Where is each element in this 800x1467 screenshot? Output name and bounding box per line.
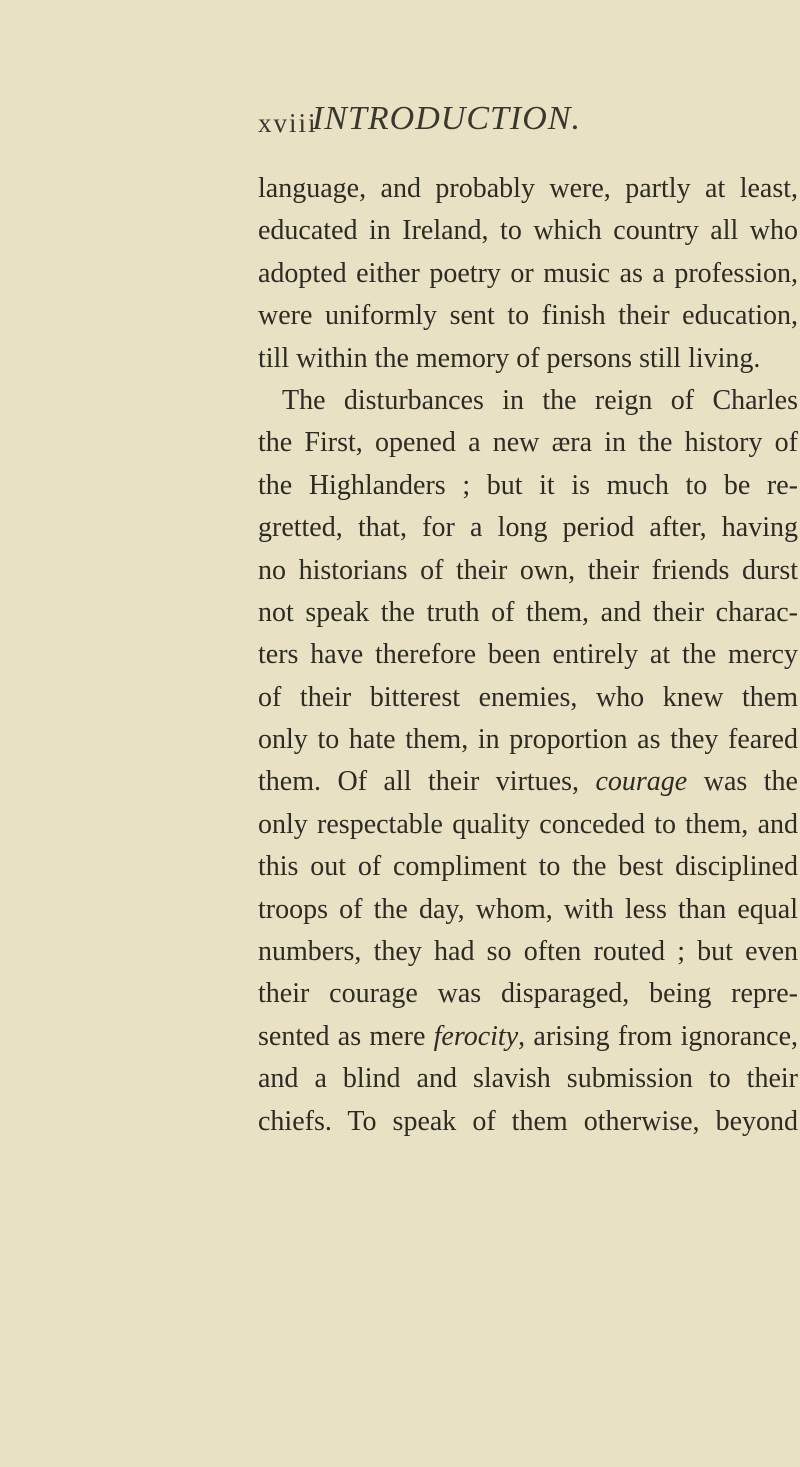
text-line: the First, opened a new æra in the history of: [258, 427, 798, 459]
text-line: language, and probably were, partly at least,: [258, 173, 798, 204]
text-line: adopted either poetry or music as a profession,: [258, 257, 798, 289]
text-line: gretted, that, for a long period after, having: [258, 512, 798, 544]
text-segment: was the: [687, 766, 798, 798]
running-head: [0, 96, 800, 140]
text-line: only to hate them, in proportion as they feared: [258, 724, 798, 756]
text-line: were uniformly sent to finish their education,: [258, 300, 798, 332]
text-line: their courage was disparaged, being repre-: [258, 978, 798, 1010]
text-line: ters have therefore been entirely at the mercy: [258, 639, 798, 671]
text-line: only respectable quality conceded to them, and: [258, 808, 798, 840]
text-line: no historians of their own, their friends durst: [258, 554, 798, 586]
text-line: of their bitterest enemies, who knew them: [258, 681, 798, 713]
text-line: chiefs. To speak of them otherwise, beyond: [258, 1105, 798, 1137]
text-line: [258, 1016, 798, 1058]
body-text: [258, 168, 798, 1143]
text-line: educated in Ireland, to which country all who: [258, 215, 798, 247]
text-line: till within the memory of persons still living.: [258, 342, 761, 374]
text-segment: , arising from ignorance,: [518, 1020, 798, 1052]
text-line: and a blind and slavish submission to their: [258, 1063, 798, 1095]
text-line: this out of compliment to the best disciplined: [258, 851, 798, 883]
page-number: xviii: [258, 108, 318, 138]
text-line: numbers, they had so often routed ; but even: [258, 936, 798, 968]
text-line: [258, 761, 798, 803]
paragraph-start-line: The disturbances in the reign of Charles: [282, 384, 798, 416]
running-title: INTRODUCTION.: [312, 100, 581, 137]
text-segment: sented as mere: [258, 1020, 434, 1052]
text-line: troops of the day, whom, with less than equal: [258, 893, 798, 925]
text-line: not speak the truth of them, and their charac-: [258, 596, 798, 628]
text-line: the Highlanders ; but it is much to be re-: [258, 469, 798, 501]
italic-emphasis: ferocity: [433, 1020, 519, 1052]
italic-emphasis: courage: [595, 766, 688, 798]
text-segment: them. Of all their virtues,: [258, 766, 596, 798]
